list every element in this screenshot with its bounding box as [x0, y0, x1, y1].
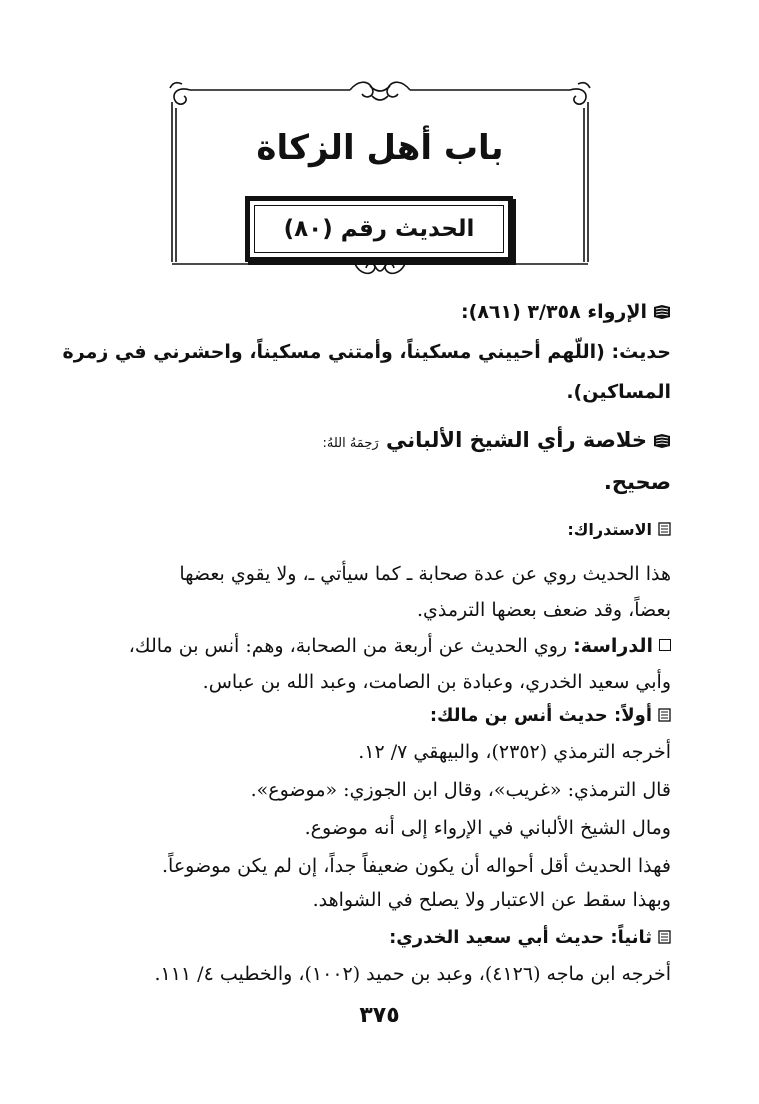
istidrak-heading-text: الاستدراك: [567, 520, 652, 539]
first-line-4: فهذا الحديث أقل أحواله أن يكون ضعيفاً جداً، إن لم يكن موضوعاً. [162, 855, 671, 877]
hadith-number: الحديث رقم (٨٠) [254, 205, 504, 253]
second-heading [71, 918, 671, 958]
hadith-text-line-2: المساكين). [566, 381, 671, 403]
notebook-icon [658, 511, 671, 525]
irwa-reference [71, 292, 671, 332]
hadith-text-line-1 [62, 332, 671, 372]
study-text-1: روي الحديث عن أربعة من الصحابة، وهم: أنس بن مالك، [128, 635, 568, 657]
verdict: صحيح. [603, 470, 671, 494]
honorific: رَحِمَهُ اللهُ: [322, 436, 379, 451]
istidrak-heading [71, 510, 671, 550]
hadith-text-1: (اللّهم أحييني مسكيناً، وأمتني مسكيناً، واحشرني في زمرة [62, 341, 605, 363]
study-line-2: وأبي سعيد الخدري، وعبادة بن الصامت، وعبد الله بن عباس. [202, 671, 671, 693]
study-label: الدراسة: [573, 635, 653, 657]
second-line-1: أخرجه ابن ماجه (٤١٢٦)، وعبد بن حميد (١٠٠٢)، والخطيب ٤/ ١١١. [154, 963, 671, 985]
istidrak-line-2: بعضاً، وقد ضعف بعضها الترمذي. [416, 599, 671, 621]
summary-heading-text: خلاصة رأي الشيخ الألباني [385, 428, 647, 452]
page-number: ٣٧٥ [359, 1003, 400, 1028]
istidrak-line-1: هذا الحديث روي عن عدة صحابة ـ كما سيأتي ـ، ولا يقوي بعضها [179, 563, 671, 585]
book-icon [653, 304, 671, 320]
hadith-number-box [245, 196, 513, 262]
first-heading-text: أولاً: حديث أنس بن مالك: [429, 705, 652, 726]
square-bullet-icon [659, 639, 671, 651]
first-line-1: أخرجه الترمذي (٢٣٥٢)، والبيهقي ٧/ ١٢. [358, 741, 671, 763]
first-line-3: ومال الشيخ الألباني في الإرواء إلى أنه موضوع. [304, 817, 671, 839]
summary-heading [71, 420, 671, 464]
first-line-2: قال الترمذي: «غريب»، وقال ابن الجوزي: «موضوع». [250, 779, 671, 801]
irwa-reference-text: الإرواء ٣/٣٥٨ (٨٦١): [461, 301, 647, 323]
second-heading-text: ثانياً: حديث أبي سعيد الخدري: [389, 927, 652, 948]
first-heading [71, 696, 671, 736]
first-line-5: وبهذا سقط عن الاعتبار ولا يصلح في الشواهد. [312, 889, 671, 911]
notebook-icon [658, 919, 671, 933]
hadith-label: حديث: [611, 341, 671, 363]
study-line-1 [71, 626, 671, 666]
notebook-icon [658, 697, 671, 711]
chapter-title: باب أهل الزكاة [256, 128, 504, 168]
book-icon [653, 433, 671, 449]
